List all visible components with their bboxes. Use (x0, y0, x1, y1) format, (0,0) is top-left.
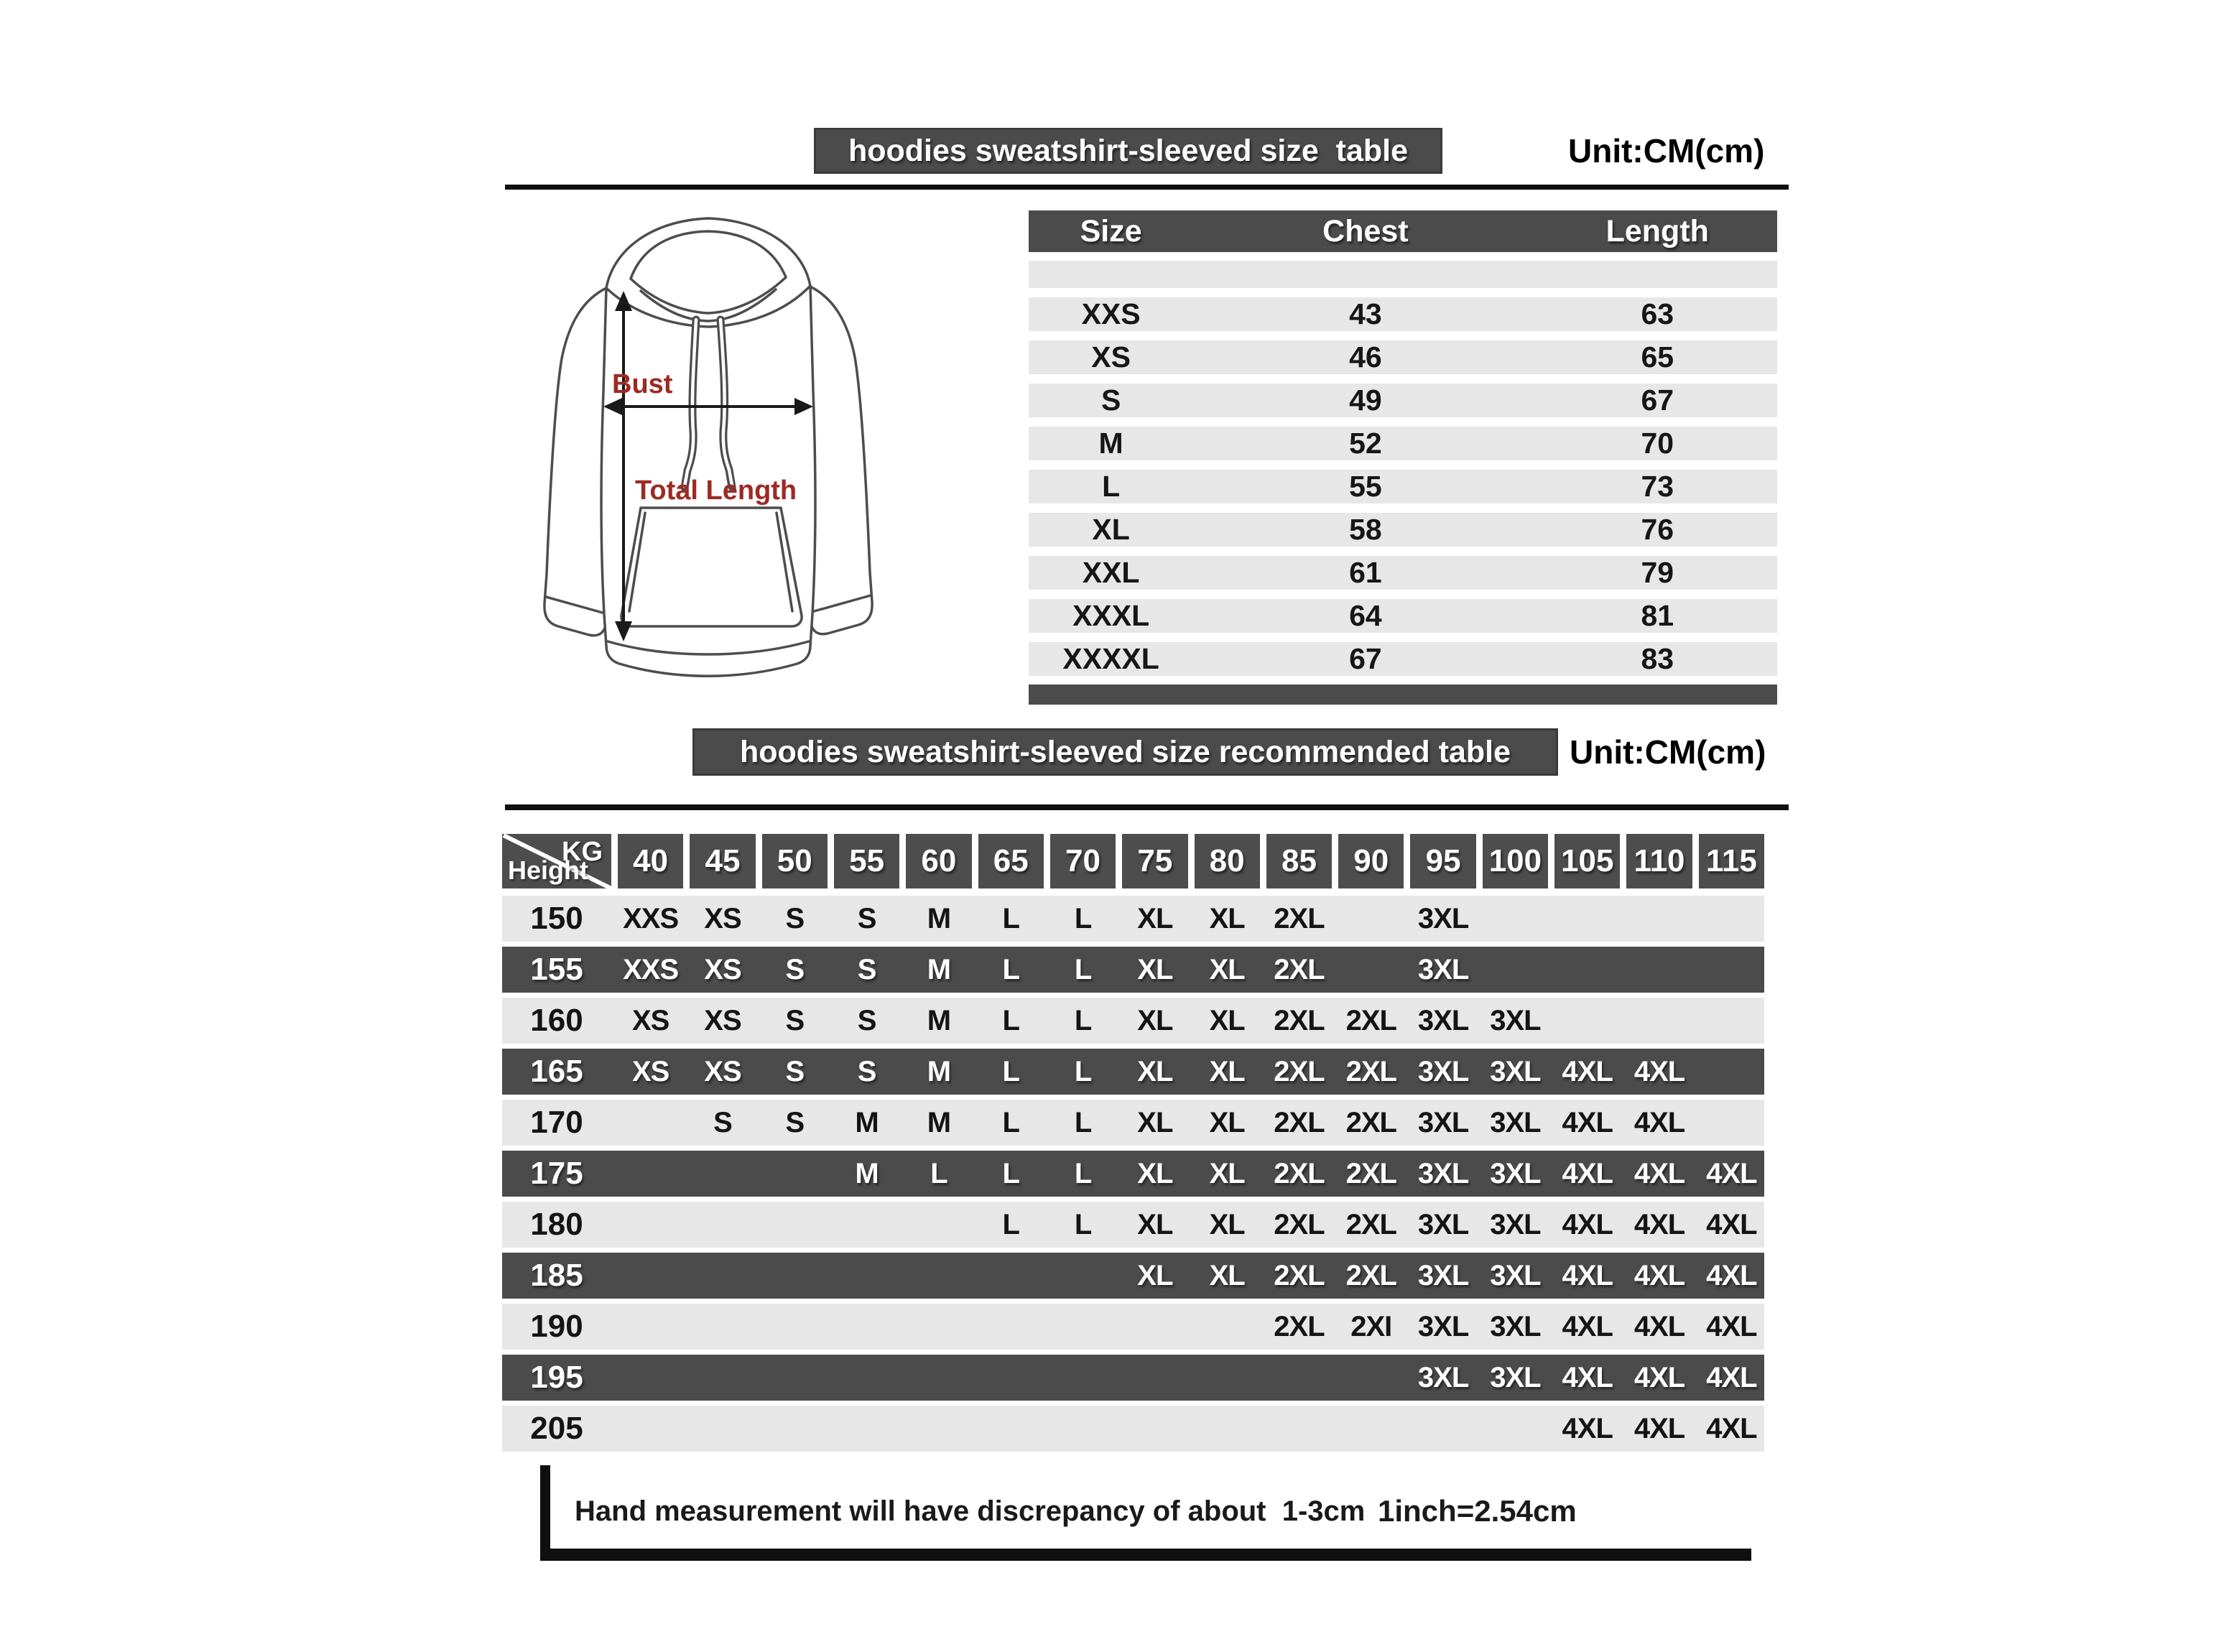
matrix-cell: 2XL (1274, 1055, 1325, 1087)
chest-cell: 61 (1349, 556, 1382, 589)
matrix-row-170 (502, 1100, 1764, 1146)
total-length-label: Total Length (635, 475, 797, 506)
matrix-cell: 4XL (1562, 1412, 1613, 1444)
matrix-cell: S (857, 1055, 876, 1087)
matrix-cell: XL (1137, 1208, 1173, 1240)
chest-cell: 67 (1349, 642, 1382, 675)
weight-header-cell: 55 (834, 834, 899, 888)
matrix-cell: XS (704, 902, 741, 934)
chest-cell: 52 (1349, 427, 1382, 460)
matrix-cell: 4XL (1633, 1361, 1685, 1393)
matrix-corner-cell (502, 834, 611, 888)
recommended-table (502, 834, 1764, 1457)
height-label: 160 (530, 1003, 583, 1038)
matrix-cell: M (855, 1106, 879, 1138)
matrix-cell: 4XL (1706, 1310, 1757, 1342)
matrix-cell: S (785, 1004, 805, 1036)
size-cell: XXS (1081, 297, 1141, 330)
weight-header-cell: 115 (1699, 834, 1764, 888)
matrix-cell: 3XL (1490, 1310, 1541, 1342)
size-table-row (1029, 599, 1777, 633)
divider-middle (505, 804, 1789, 810)
height-label: 165 (530, 1054, 583, 1089)
size-cell: XXXL (1072, 599, 1150, 632)
weight-header-cell: 45 (690, 834, 755, 888)
matrix-cell: 2XL (1345, 1055, 1396, 1087)
matrix-cell: 3XL (1490, 1106, 1541, 1138)
matrix-cell: XL (1137, 902, 1173, 934)
inch-conversion-note: 1inch=2.54cm (1378, 1494, 1577, 1528)
weight-header-cell: 100 (1483, 834, 1548, 888)
matrix-row-205 (502, 1406, 1764, 1452)
matrix-row-190 (502, 1304, 1764, 1350)
matrix-cell: 3XL (1490, 1361, 1541, 1393)
size-cell: S (1100, 384, 1121, 417)
matrix-cell: 2XL (1274, 1157, 1325, 1189)
matrix-cell: 3XL (1490, 1055, 1541, 1087)
col-header-size: Size (1080, 213, 1142, 249)
matrix-cell: 2XL (1345, 1208, 1396, 1240)
matrix-cell: M (927, 902, 951, 934)
size-table-row (1029, 470, 1777, 504)
matrix-cell: 4XL (1633, 1259, 1685, 1291)
matrix-cell: L (1002, 1004, 1019, 1036)
matrix-cell: 2XL (1345, 1259, 1396, 1291)
weight-header-cell: 60 (906, 834, 971, 888)
chest-cell: 49 (1349, 384, 1382, 417)
length-cell: 70 (1641, 427, 1674, 460)
size-table-row (1029, 384, 1777, 417)
matrix-cell: XL (1209, 1157, 1245, 1189)
size-table-row (1029, 297, 1777, 331)
matrix-row-185 (502, 1253, 1764, 1299)
matrix-cell: L (1002, 1157, 1019, 1189)
matrix-cell: 4XL (1562, 1055, 1613, 1087)
matrix-cell: M (927, 1106, 951, 1138)
length-cell: 81 (1641, 599, 1674, 632)
height-label: 155 (530, 952, 583, 987)
weight-header-cell: 75 (1122, 834, 1187, 888)
size-cell: XL (1092, 513, 1130, 546)
corner-kg-label: KG (562, 837, 603, 867)
matrix-cell: S (857, 902, 876, 934)
matrix-cell: 2XL (1345, 1004, 1396, 1036)
matrix-cell: M (927, 953, 951, 985)
height-label: 150 (530, 901, 583, 936)
height-label: 180 (530, 1207, 583, 1242)
weight-header-cell: 95 (1410, 834, 1475, 888)
matrix-cell: XS (704, 953, 741, 985)
unit-label-bottom: Unit:CM(cm) (1570, 733, 1766, 771)
size-cell: XXXXL (1062, 642, 1159, 675)
weight-header-cell: 50 (762, 834, 828, 888)
matrix-cell: 3XL (1490, 1004, 1541, 1036)
col-header-chest: Chest (1322, 213, 1409, 249)
matrix-cell: 3XL (1417, 1310, 1469, 1342)
height-label: 205 (530, 1411, 583, 1446)
matrix-cell: XL (1137, 1259, 1173, 1291)
matrix-row-150 (502, 896, 1764, 942)
matrix-cell: M (927, 1004, 951, 1036)
footer-left-bar (540, 1465, 550, 1561)
weight-header-cell: 80 (1195, 834, 1260, 888)
matrix-cell: XXS (623, 953, 679, 985)
matrix-cell: M (855, 1157, 879, 1189)
matrix-cell: 2XL (1274, 1259, 1325, 1291)
matrix-cell: XL (1209, 902, 1245, 934)
matrix-cell: 3XL (1417, 1004, 1469, 1036)
matrix-row-155 (502, 947, 1764, 993)
matrix-cell: L (1074, 1055, 1092, 1087)
matrix-row-175 (502, 1151, 1764, 1197)
matrix-cell: 2XL (1274, 1004, 1325, 1036)
matrix-cell: XL (1137, 1004, 1173, 1036)
height-label: 190 (530, 1309, 583, 1344)
matrix-cell: 3XL (1417, 1361, 1469, 1393)
matrix-cell: 4XL (1562, 1208, 1613, 1240)
matrix-cell: 3XL (1417, 1259, 1469, 1291)
matrix-cell: 2XL (1274, 1106, 1325, 1138)
matrix-cell: XS (704, 1055, 741, 1087)
length-cell: 76 (1641, 513, 1674, 546)
size-table-row (1029, 642, 1777, 676)
matrix-cell: 2XL (1274, 1208, 1325, 1240)
col-header-length: Length (1605, 213, 1709, 249)
height-label: 185 (530, 1258, 583, 1293)
length-cell: 73 (1641, 470, 1674, 503)
matrix-cell: L (1074, 1157, 1092, 1189)
size-table-footer-bar (1029, 685, 1777, 705)
matrix-cell: S (785, 1055, 805, 1087)
matrix-cell: S (785, 1106, 805, 1138)
chest-cell: 46 (1349, 340, 1382, 373)
matrix-cell: XL (1209, 953, 1245, 985)
size-cell: XS (1091, 340, 1131, 373)
matrix-cell: XS (631, 1055, 669, 1087)
matrix-cell: 4XL (1706, 1208, 1757, 1240)
matrix-cell: L (1074, 902, 1092, 934)
matrix-cell: 2XL (1345, 1157, 1396, 1189)
matrix-cell: S (857, 953, 876, 985)
matrix-cell: L (1002, 1106, 1019, 1138)
height-label: 170 (530, 1105, 583, 1140)
unit-label-top: Unit:CM(cm) (1568, 132, 1765, 170)
length-cell: 79 (1641, 556, 1674, 589)
size-cell: XXL (1082, 556, 1140, 589)
size-table-header (1029, 210, 1777, 252)
matrix-cell: XL (1137, 1157, 1173, 1189)
matrix-cell: 3XL (1417, 1208, 1469, 1240)
size-cell: L (1102, 470, 1121, 503)
matrix-cell: 4XL (1633, 1055, 1685, 1087)
weight-header-cell: 90 (1338, 834, 1404, 888)
matrix-cell: XL (1209, 1208, 1245, 1240)
matrix-cell: XL (1137, 1055, 1173, 1087)
matrix-cell: XL (1209, 1259, 1245, 1291)
size-cell: M (1098, 427, 1123, 460)
matrix-cell: 4XL (1633, 1208, 1685, 1240)
hoodie-diagram (532, 212, 925, 709)
size-table-spacer-row (1029, 261, 1777, 288)
matrix-row-180 (502, 1202, 1764, 1248)
matrix-cell: 2XI (1350, 1310, 1392, 1342)
matrix-cell: 3XL (1490, 1157, 1541, 1189)
height-label: 175 (530, 1156, 583, 1191)
weight-header-cell: 65 (978, 834, 1044, 888)
matrix-cell: 4XL (1706, 1361, 1757, 1393)
matrix-cell: XS (631, 1004, 669, 1036)
matrix-cell: L (1074, 1004, 1092, 1036)
weight-header-cell: 110 (1626, 834, 1692, 888)
size-table-row (1029, 513, 1777, 547)
matrix-cell: 4XL (1562, 1310, 1613, 1342)
size-table-row (1029, 427, 1777, 460)
length-cell: 63 (1641, 297, 1674, 330)
matrix-cell: 4XL (1562, 1259, 1613, 1291)
matrix-cell: L (1002, 1208, 1019, 1240)
divider-top (505, 185, 1789, 190)
weight-header-cell: 40 (618, 834, 683, 888)
matrix-cell: 3XL (1490, 1259, 1541, 1291)
matrix-cell: 4XL (1562, 1157, 1613, 1189)
matrix-cell: 4XL (1562, 1361, 1613, 1393)
matrix-cell: 3XL (1490, 1208, 1541, 1240)
matrix-cell: L (1074, 953, 1092, 985)
weight-header-cell: 105 (1554, 834, 1620, 888)
size-table-title-bar (814, 128, 1442, 174)
matrix-cell: 2XL (1274, 1310, 1325, 1342)
length-cell: 67 (1641, 384, 1674, 417)
matrix-cell: XS (704, 1004, 741, 1036)
matrix-cell: L (1074, 1106, 1092, 1138)
chest-cell: 64 (1349, 599, 1382, 632)
footer-bottom-bar (540, 1549, 1751, 1561)
recommended-table-title: hoodies sweatshirt-sleeved size recommended table (740, 734, 1511, 769)
length-cell: 83 (1641, 642, 1674, 675)
matrix-row-165 (502, 1049, 1764, 1095)
matrix-row-195 (502, 1355, 1764, 1401)
matrix-body (502, 896, 1764, 1452)
matrix-cell: XL (1209, 1055, 1245, 1087)
recommended-table-title-bar (692, 728, 1558, 776)
length-cell: 65 (1641, 340, 1674, 373)
matrix-header-row (502, 834, 1764, 888)
matrix-cell: 4XL (1706, 1157, 1757, 1189)
matrix-cell: XL (1209, 1004, 1245, 1036)
matrix-cell: XL (1137, 953, 1173, 985)
matrix-cell: 2XL (1274, 902, 1325, 934)
matrix-cell: L (1002, 1055, 1019, 1087)
measurement-note: Hand measurement will have discrepancy of about 1-3cm (575, 1495, 1366, 1527)
matrix-cell: L (930, 1157, 947, 1189)
size-table-row (1029, 340, 1777, 374)
matrix-cell: S (785, 902, 805, 934)
matrix-cell: L (1002, 902, 1019, 934)
height-label: 195 (530, 1360, 583, 1395)
matrix-cell: XL (1209, 1106, 1245, 1138)
matrix-cell: 4XL (1633, 1157, 1685, 1189)
size-table-title: hoodies sweatshirt-sleeved size table (848, 133, 1409, 168)
weight-header-cell: 85 (1266, 834, 1332, 888)
matrix-cell: 3XL (1417, 1157, 1469, 1189)
matrix-cell: 4XL (1562, 1106, 1613, 1138)
matrix-cell: 2XL (1274, 953, 1325, 985)
matrix-cell: 4XL (1706, 1412, 1757, 1444)
matrix-cell: 4XL (1633, 1106, 1685, 1138)
matrix-cell: L (1002, 953, 1019, 985)
matrix-cell: L (1074, 1208, 1092, 1240)
corner-height-label: Height (508, 855, 588, 885)
matrix-cell: 4XL (1633, 1412, 1685, 1444)
matrix-cell: 3XL (1417, 953, 1469, 985)
hoodie-pocket (621, 508, 802, 626)
matrix-cell: 3XL (1417, 1106, 1469, 1138)
chest-cell: 58 (1349, 513, 1382, 546)
weight-header-cell: 70 (1050, 834, 1116, 888)
size-table-row (1029, 556, 1777, 590)
matrix-cell: 2XL (1345, 1106, 1396, 1138)
bust-label: Bust (612, 369, 673, 399)
matrix-cell: S (857, 1004, 876, 1036)
matrix-cell: 3XL (1417, 902, 1469, 934)
matrix-cell: XXS (623, 902, 679, 934)
matrix-cell: 3XL (1417, 1055, 1469, 1087)
chest-cell: 43 (1349, 297, 1382, 330)
matrix-cell: S (785, 953, 805, 985)
size-table-body (1029, 297, 1777, 676)
matrix-cell: 4XL (1633, 1310, 1685, 1342)
matrix-cell: XL (1137, 1106, 1173, 1138)
matrix-row-160 (502, 998, 1764, 1044)
matrix-cell: S (713, 1106, 732, 1138)
size-table (1029, 210, 1777, 705)
matrix-cell: M (927, 1055, 951, 1087)
matrix-cell: 4XL (1706, 1259, 1757, 1291)
chest-cell: 55 (1349, 470, 1382, 503)
